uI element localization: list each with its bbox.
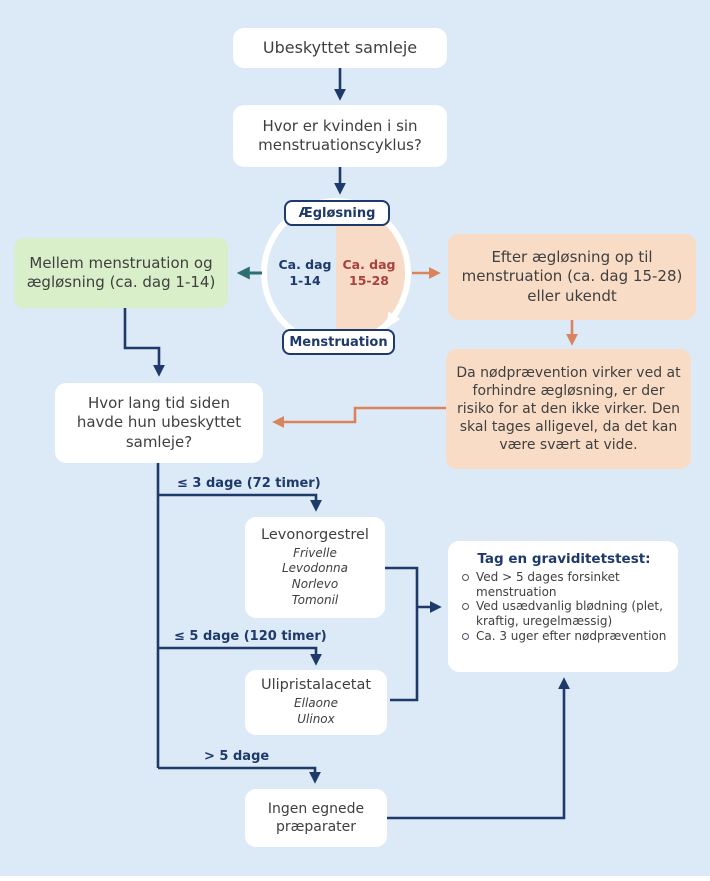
meds-to-test-trunk: [385, 568, 417, 700]
menstruation-chip: [282, 329, 395, 355]
pregnancy-test-item: [460, 599, 668, 628]
levonorgestrel-box: [245, 517, 385, 618]
cycle-question-box: [233, 105, 447, 167]
pregnancy-test-item-text: Ca. 3 uger efter nødprævention: [476, 628, 667, 643]
branch-label-3-days: ≤ 3 dage (72 timer): [177, 476, 321, 491]
phase-luteal-label: Efter ægløsning op til menstruation (ca. dag 15-28) eller ukendt: [461, 247, 683, 305]
branch-label-over-5-days: > 5 dage: [204, 749, 270, 764]
warning-box: [446, 349, 691, 469]
time-question-box: [55, 383, 263, 463]
circle-bullet-icon: [462, 574, 469, 581]
pregnancy-test-item: [460, 570, 668, 599]
pregnancy-test-item-text: Ved usædvanlig blødning (plet, kraftig, uregelmæssig): [476, 599, 663, 628]
bottom-strip: [0, 876, 710, 881]
brand-ellaone: Ellaone: [294, 696, 338, 711]
arrow-warning-to-time-question: [277, 408, 446, 422]
phase-follicular-label: Mellem menstruation og ægløsning (ca. dag 1-14): [26, 253, 216, 291]
ovulation-label: Ægløsning: [298, 205, 376, 221]
cycle-day-left-text: Ca. dag 1-14: [278, 256, 332, 288]
start-box: [233, 28, 447, 68]
branch-label-5-days: ≤ 5 dage (120 timer): [174, 629, 327, 644]
cycle-day-right-text: Ca. dag 15-28: [342, 256, 396, 288]
pregnancy-test-item-text: Ved > 5 dages forsinket menstruation: [476, 570, 620, 599]
pregnancy-test-title: Tag en graviditetstest:: [477, 551, 651, 567]
ulipristal-title: Ulipristalacetat: [260, 677, 372, 694]
cycle-question-label: Hvor er kvinden i sin menstruationscyklus?: [258, 116, 422, 154]
levonorgestrel-title: Levonorgestrel: [261, 526, 369, 543]
arrow-branch-over5: [158, 768, 315, 779]
menstruation-label: Menstruation: [289, 334, 388, 350]
cycle-day-right-label: [336, 255, 402, 291]
pregnancy-test-box: [448, 541, 678, 672]
arrow-green-to-time-question: [125, 308, 159, 372]
arrow-noproducts-to-test: [387, 682, 564, 818]
brand-tomonil: Tomonil: [291, 592, 339, 607]
ulipristal-box: [245, 670, 387, 735]
no-products-label: Ingen egnede præparater: [267, 800, 365, 835]
phase-follicular-box: [14, 238, 228, 308]
pregnancy-test-item: [460, 629, 668, 644]
brand-frivelle: Frivelle: [293, 545, 337, 560]
arrow-branch-5days: [158, 648, 316, 661]
phase-luteal-box: [448, 234, 696, 320]
ovulation-chip: [284, 200, 390, 226]
no-products-box: [245, 789, 387, 847]
circle-bullet-icon: [462, 633, 469, 640]
warning-label: Da nødprævention virker ved at forhindre ægløsning, er der risiko for at den ikke virker. Den skal tages alligevel, da det kan være svært at vide.: [456, 364, 681, 454]
circle-bullet-icon: [462, 603, 469, 610]
brand-levodonna: Levodonna: [281, 561, 349, 576]
start-box-label: Ubeskyttet samleje: [262, 37, 418, 57]
brand-ulinox: Ulinox: [297, 712, 335, 726]
cycle-day-left-label: [273, 255, 337, 291]
brand-norlevo: Norlevo: [291, 577, 339, 591]
arrow-branch-3days: [158, 495, 316, 507]
time-question-label: Hvor lang tid siden havde hun ubeskyttet samleje?: [76, 393, 242, 451]
